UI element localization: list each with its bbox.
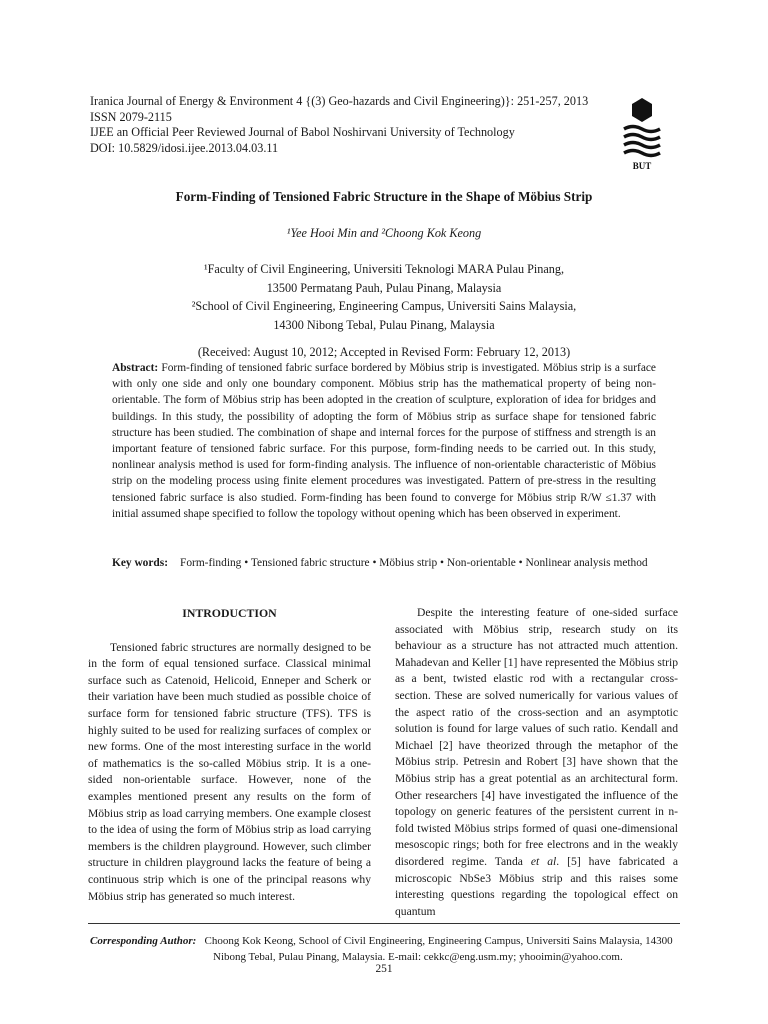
paragraph-text: . [5] have fabricated a microscopic NbSe3 Möbius strip and this raises some interesting questions regarding the topological effect on quantum — [395, 854, 678, 918]
corr-line: Nibong Tebal, Pulau Pinang, Malaysia. E-mail: cekkc@eng.usm.my; yhooimin@yahoo.com. — [213, 951, 623, 963]
logo-text: BUT — [632, 161, 652, 171]
journal-citation: Iranica Journal of Energy & Environment 4 {(3) Geo-hazards and Civil Engineering)}: 251-257, 2013 — [90, 94, 589, 108]
journal-description: IJEE an Official Peer Reviewed Journal of Babol Noshirvani University of Technology — [90, 125, 515, 139]
right-column — [395, 605, 678, 920]
abstract-label: Abstract: — [112, 362, 159, 374]
affiliation-line: ²School of Civil Engineering, Engineering Campus, Universiti Sains Malaysia, — [191, 299, 577, 313]
doi: DOI: 10.5829/idosi.ijee.2013.04.03.11 — [90, 140, 279, 155]
affiliation-line: 13500 Permatang Pauh, Pulau Pinang, Malaysia — [266, 280, 502, 295]
affiliations — [0, 260, 768, 334]
keywords — [112, 556, 660, 572]
footer-divider — [88, 923, 680, 924]
paragraph — [395, 605, 678, 920]
issn: ISSN 2079-2115 — [90, 109, 172, 124]
keywords-label: Key words: — [112, 557, 168, 569]
abstract — [112, 360, 656, 522]
affiliation-line: ¹Faculty of Civil Engineering, Universiti Teknologi MARA Pulau Pinang, — [203, 262, 565, 276]
corr-label: Corresponding Author: — [90, 935, 197, 947]
left-column — [88, 605, 371, 905]
corr-line: Choong Kok Keong, School of Civil Engineering, Engineering Campus, Universiti Sains Malaysia, 14300 — [204, 935, 673, 947]
university-logo-icon — [618, 95, 666, 173]
page-number: 251 — [375, 963, 393, 975]
keywords-text: Form-finding • Tensioned fabric structure • Möbius strip • Non-orientable • Nonlinear analysis method — [180, 557, 648, 569]
received-dates: (Received: August 10, 2012; Accepted in Revised Form: February 12, 2013) — [197, 345, 571, 359]
abstract-text: Form-finding of tensioned fabric surface bordered by Möbius strip is investigated. Möbius strip is a surface with only one side and only one boundary component. Möbius strip has the mathematical property of being non-orientable. The form of Möbius strip has been adopted in the creation of sculpture, exploration of idea for bridges and buildings. In this study, the possibility of adopting the form of Möbius strip as surface shape for tensioned fabric structure has been studied. The combination of shape and internal forces for the purpose of stiffness and strength is an important feature of tensioned fabric surface. For this purpose, form-finding needs to be carried out. In this study, nonlinear analysis method is used for form-finding analysis. The influence of non-orientable characteristic of Möbius strip on the modeling process using finite element procedures was investigated. Pattern of pre-stress in the resulting tensioned fabric surface is also studied. Form-finding has been found to converge for Möbius strip R/W ≤1.37 with initial assumed shape specified to follow the topology without opening which has been observed in experiment. — [112, 362, 656, 520]
et-al: et al — [530, 854, 557, 868]
journal-header — [90, 94, 588, 156]
affiliation-line: 14300 Nibong Tebal, Pulau Pinang, Malaysia — [273, 317, 495, 332]
paragraph: Tensioned fabric structures are normally designed to be in the form of equal tensioned surface. Classical minimal surface such as Catenoid, Helicoid, Enneper and Scherk or their variation have been much studied as possible choice of surface form for tensioned fabric structure (TFS). TFS is highly suited to be used for realizing surfaces of complex or new forms. One of the most interesting surface in the world of mathematics is the so-called Möbius strip. It is a one-sided non-orientable surface. However, none of the examples mentioned present any results on the form of Möbius strip as load carrying members. One example closest to the idea of using the form of Möbius strip as load carrying members is the children playground. However, such climber structure in children playground lacks the feature of being a continuous strip which is one of the principal reasons why Möbius strip has generated so much interest. — [88, 640, 372, 903]
paper-title: Form-Finding of Tensioned Fabric Structure in the Shape of Möbius Strip — [175, 189, 593, 204]
section-heading: INTRODUCTION — [182, 606, 277, 620]
paragraph-text: Despite the interesting feature of one-sided surface associated with Möbius strip, research study on its behaviour as a structure has not attracted much attention. Mahadevan and Keller [1] have represented the Möbius strip as a bent, twisted elastic rod with a rectangular cross-section. These are solved numerically for various values of the aspect ratio of the cross-section and an asymptotic solution is found for large values of such ratio. Kendall and Michael [2] have theorized through the metaphor of the Möbius strip. Petresin and Robert [3] have shown that the Möbius strip has a great potential as an architectural form. Other researchers [4] have investigated the influence of the topology on generic features of the persistent current in n-fold twisted Möbius strips formed of quasi one-dimensional mesoscopic rings; both for free electrons and in the weakly disordered regime. Tanda — [395, 606, 678, 868]
author-list: ¹Yee Hooi Min and ²Choong Kok Keong — [286, 226, 482, 240]
corresponding-author — [90, 933, 690, 965]
